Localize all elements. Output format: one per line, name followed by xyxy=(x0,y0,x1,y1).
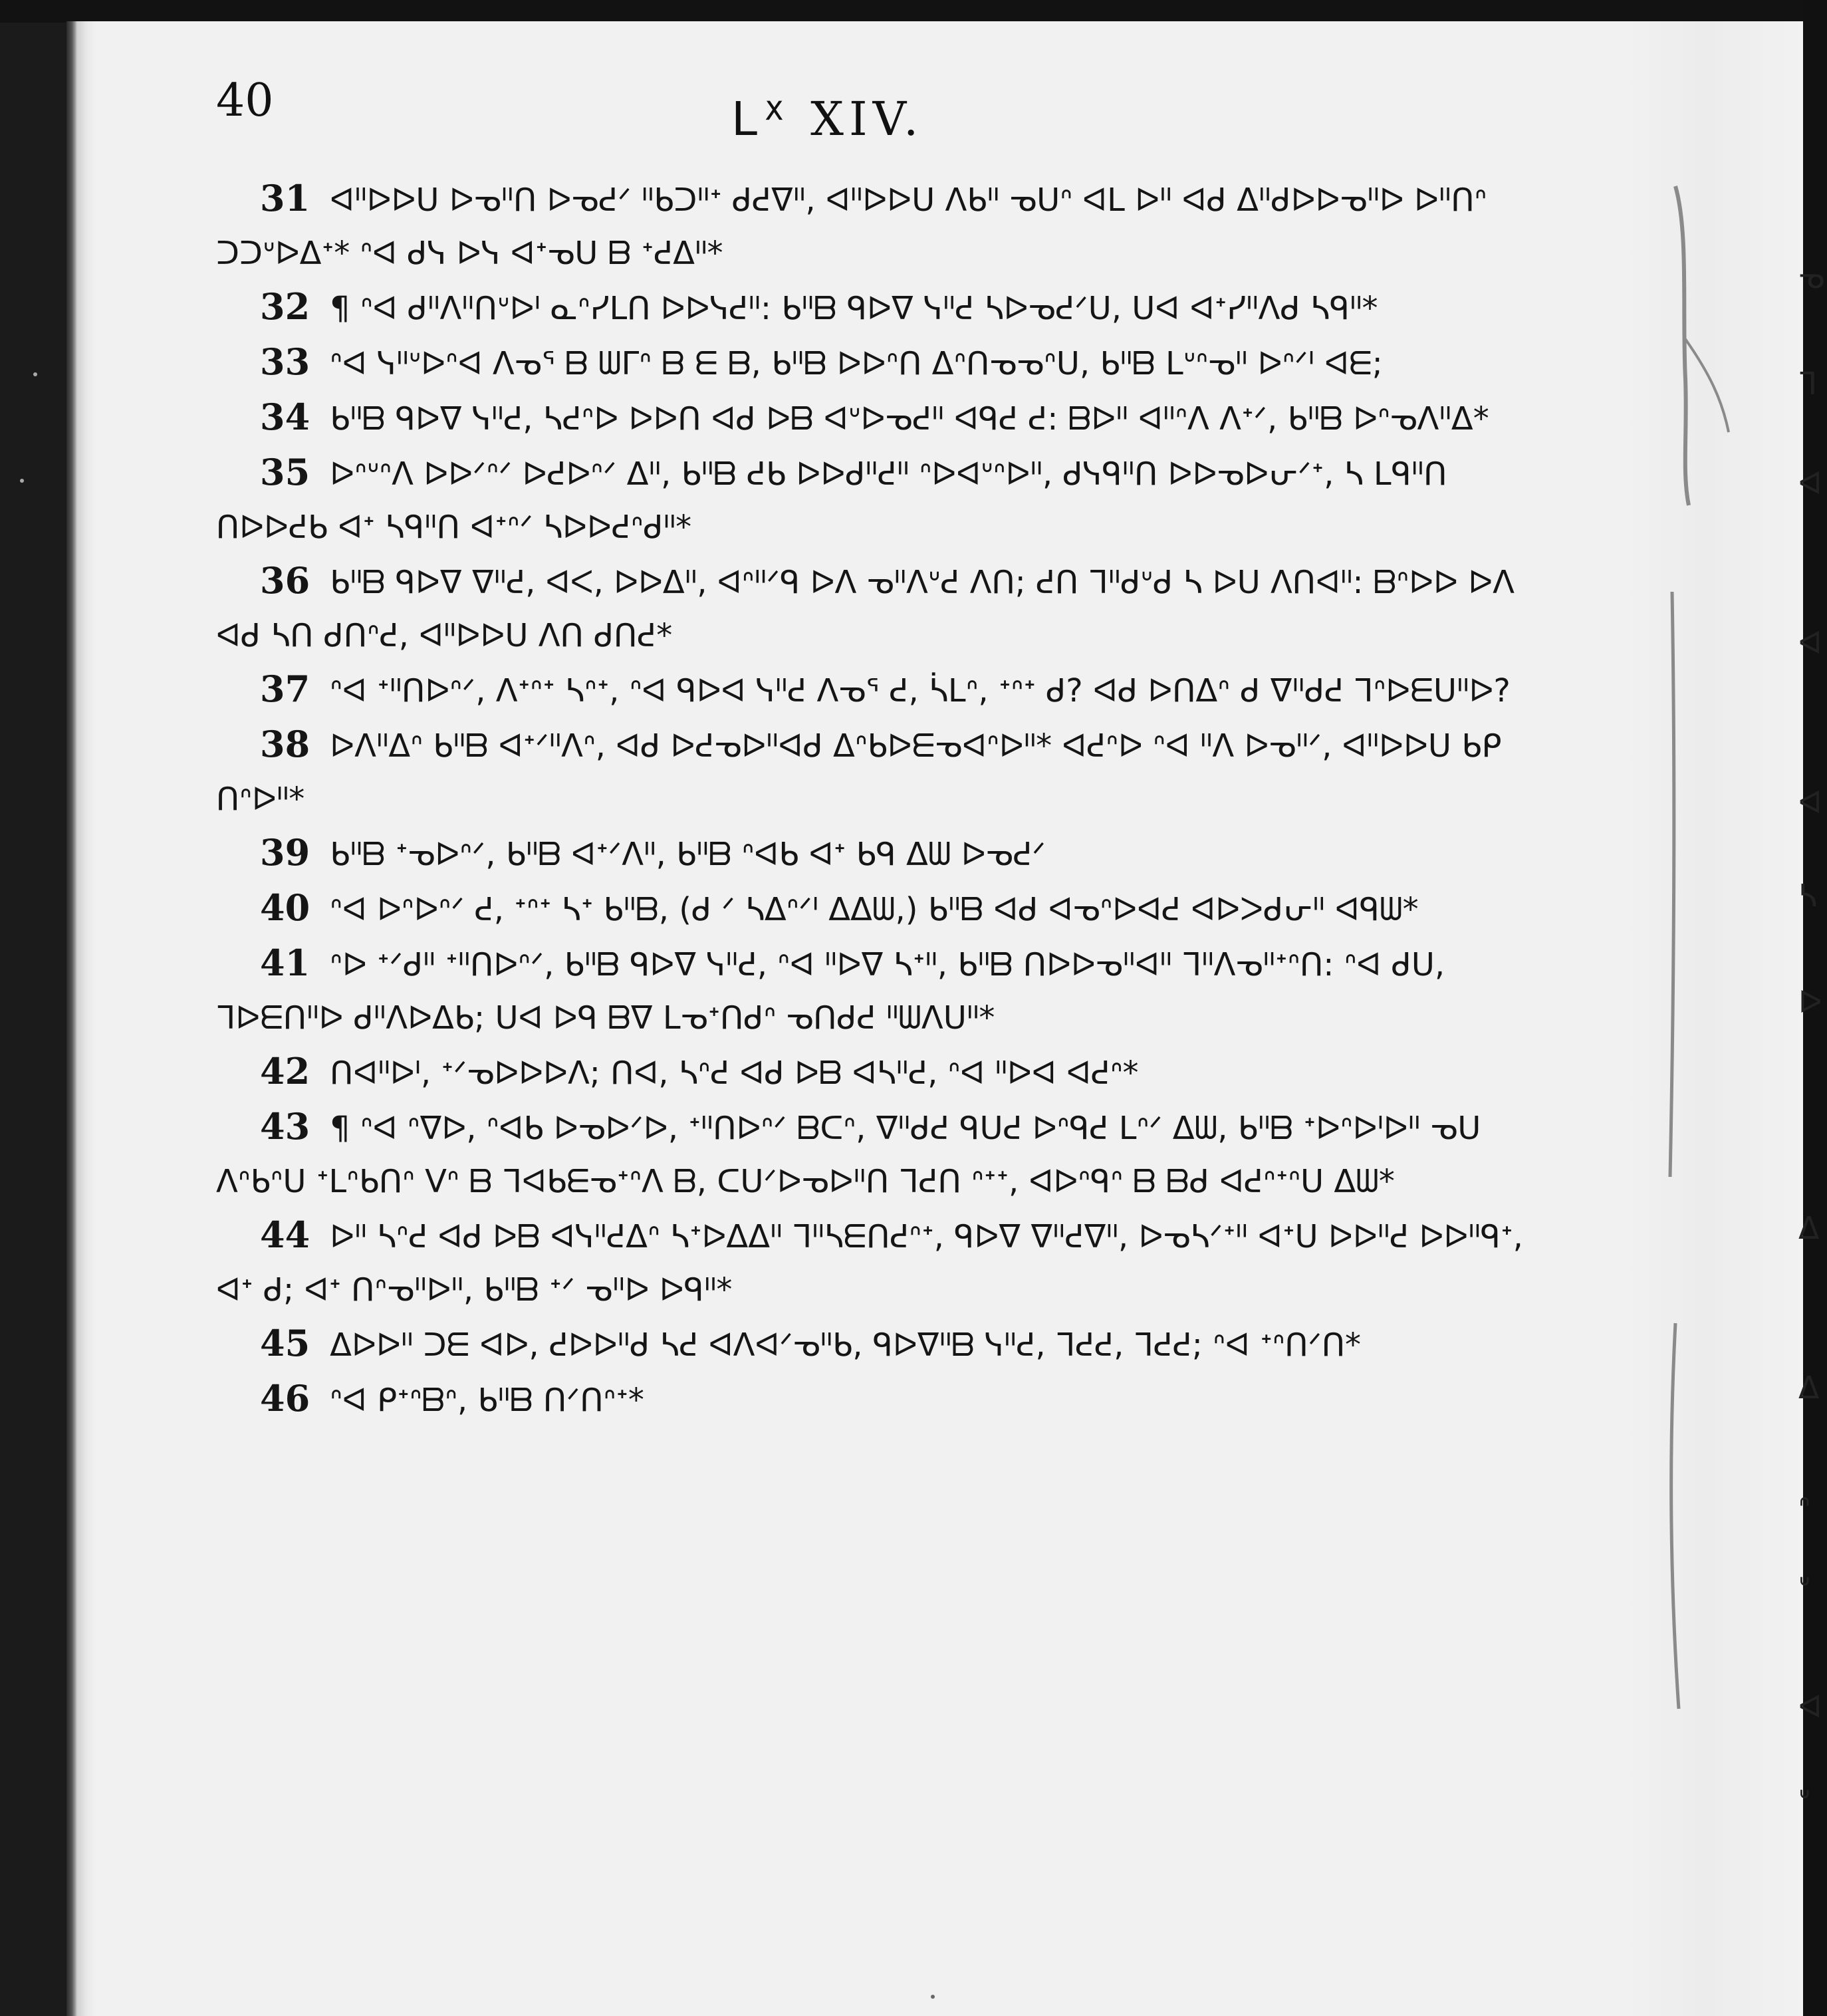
page-fore-edge xyxy=(66,21,96,2016)
pencil-margin-line-bottom xyxy=(1655,1317,1695,1715)
verse-number: 34 xyxy=(260,396,310,438)
verse-text: ¶ ᐢᐊ ᑯᐦᐱᐦᑎᐡᐅᑊ ᓇᐢᓯᒪᑎ ᐅᐅᓭᕍᐦ: ᑲᐦᗷ ᑫᐅᐁ ᓭᐦᕍ ᓴᐅᓀᕍᐟᑌ, ᑌᐊ ᐊᐩᓯᐦᐱᑯ ᓴᑫᐦ* xyxy=(330,290,1378,327)
facing-page-glyph: ᐃ xyxy=(1798,1210,1820,1246)
verse-text: ¶ ᐢᐊ ᐢᐁᐅ, ᐢᐊᑲ ᐅᓀᐅᐟᐅ, ᐩᐦᑎᐅᐢᐟ ᗷᑕᐢ, ᐁᐦᑯᕍ ᑫᑌᕍ ᐅᐢᑫᕍ ᒪᐢᐟ ᐃᗯ, ᑲᐦᗷ ᐩᐅᐢᐅᑊᐅᐦ ᓀᑌ ᐱᐢᑲᐢᑌ ᐩᒪᐢᑲᑎᐢ ᐯᐢ ᗷ ᒣᐊᑲᗴᓀᐩᐢᐱ ᗷ, ᑕᑌᐟᐅᓀᐅᐦᑎ ᒣᕍᑎ ᐢᐩᐩ, ᐊᐅᐢᑫᐢ ᗷ ᗷᑯ ᐊᕍᐢᐩᐢᑌ ᐃᗯ* xyxy=(216,1110,1481,1200)
verse-number: 46 xyxy=(260,1377,310,1420)
verse-number: 43 xyxy=(260,1105,310,1148)
verse-text: ᐢᐊ ᐩᐦᑎᐅᐢᐟ, ᐱᐩᐢᐩ ᓴᐢᐩ, ᐢᐊ ᑫᐅᐊ ᓭᐦᕍ ᐱᓀᕐ ᕍ, ᓵᒪᐢ, ᐩᐢᐩ ᑯ? ᐊᑯ ᐅᑎᐃᐢ ᑯ ᐁᐦᑯᕍ ᒣᐢᐅᗴᑌᐦᐅ? xyxy=(330,672,1511,709)
verse xyxy=(216,1045,1546,1100)
verse-number: 31 xyxy=(260,177,310,219)
verse-text: ᐢᐊ ᓭᐦᐡᐅᐢᐊ ᐱᓀᕐ ᗷ ᗯᒥᐢ ᗷ ᗴ ᗷ, ᑲᐦᗷ ᐅᐅᐢᑎ ᐃᐢᑎᓀᓀᐢᑌ, ᑲᐦᗷ ᒪᐡᐢᓀᐦ ᐅᐢᐟᑊ ᐊᗴ; xyxy=(330,345,1383,382)
pencil-margin-line-top xyxy=(1662,180,1742,512)
dust-speck xyxy=(33,372,37,376)
facing-page-glyph: ᐊ xyxy=(1798,785,1822,820)
verse-text: ᑲᐦᗷ ᐩᓀᐅᐢᐟ, ᑲᐦᗷ ᐊᐩᐟᐱᐦ, ᑲᐦᗷ ᐢᐊᑲ ᐊᐩ ᑲᑫ ᐃᗯ ᐅᓀᕍᐟ xyxy=(330,836,1046,873)
facing-page-glyph: ᐢ xyxy=(1798,1489,1810,1525)
facing-page-glyph: ᐊ xyxy=(1798,625,1822,661)
verse-number: 41 xyxy=(260,942,310,984)
verse-number: 39 xyxy=(260,831,310,874)
verse-text: ᐢᐊ ᐅᐢᐅᐢᐟ ᕍ, ᐩᐢᐩ ᓴᐩ ᑲᐦᗷ, (ᑯ ᐟ ᓴᐃᐢᐟᑊ ᐃᐃᗯ,) ᑲᐦᗷ ᐊᑯ ᐊᓀᐢᐅᐊᕍ ᐊᐅᐳᑯᕂᐦ ᐊᑫᗯ* xyxy=(330,891,1419,928)
verse-number: 36 xyxy=(260,559,310,602)
verse xyxy=(216,445,1546,554)
verse xyxy=(216,1100,1546,1208)
facing-page-glyph: ᐡ xyxy=(1798,1569,1810,1605)
verse xyxy=(216,1372,1546,1427)
verse xyxy=(216,280,1546,335)
facing-page-glyph: ᓀ xyxy=(1798,259,1825,295)
verse xyxy=(216,335,1546,390)
verse xyxy=(216,172,1546,280)
verse-number: 38 xyxy=(260,723,310,765)
page-number: 40 xyxy=(216,74,274,127)
dust-speck xyxy=(20,479,24,483)
verse-number: 33 xyxy=(260,340,310,383)
verse-text: ᑲᐦᗷ ᑫᐅᐁ ᐁᐦᕍ, ᐊᐸ, ᐅᐅᐃᐦ, ᐊᐢᐦᐟᑫ ᐅᐱ ᓀᐦᐱᐡᕍ ᐱᑎ; ᕍᑎ ᒣᐦᑯᐡᑯ ᓴ ᐅᑌ ᐱᑎᐊᐦ: ᗷᐢᐅᐅ ᐅᐱ ᐊᑯ ᓴᑎ ᑯᑎᐢᕍ, ᐊᐦᐅᐅᑌ ᐱᑎ ᑯᑎᕍ* xyxy=(216,564,1515,654)
facing-page-glyph: ᐃ xyxy=(1798,1370,1820,1406)
verse-list xyxy=(216,172,1546,1427)
verse xyxy=(216,390,1546,445)
running-head: ᒪᕽ XIV. xyxy=(731,92,924,146)
verse-text: ᐢᐊ ᑭᐩᐢᗷᐢ, ᑲᐦᗷ ᑎᐟᑎᐢᐩ* xyxy=(330,1382,644,1419)
verse xyxy=(216,1317,1546,1372)
verse xyxy=(216,554,1546,662)
facing-page-glyph: ᒣ xyxy=(1798,366,1818,402)
verse xyxy=(216,936,1546,1045)
verse-text: ᐢᐅ ᐩᐟᑯᐦ ᐩᐦᑎᐅᐢᐟ, ᑲᐦᗷ ᑫᐅᐁ ᓭᐦᕍ, ᐢᐊ ᐦᐅᐁ ᓴᐩᐦ, ᑲᐦᗷ ᑎᐅᐅᓀᐦᐊᐦ ᒣᐦᐱᓀᐦᐩᐢᑎ: ᐢᐊ ᑯᑌ, ᒣᐅᗴᑎᐦᐅ ᑯᐦᐱᐅᐃᑲ; ᑌᐊ ᐅᑫ ᗷᐁ ᒪᓀᐩᑎᑯᐢ ᓀᑎᑯᕍ ᐦᗯᐱᑌᐦ* xyxy=(216,946,1445,1037)
verse-text: ᐅᐦ ᓴᐢᕍ ᐊᑯ ᐅᗷ ᐊᓭᐦᕍᐃᐢ ᓴᐩᐅᐃᐃᐦ ᒣᐦᓴᗴᑎᕍᐢᐩ, ᑫᐅᐁ ᐁᐦᕍᐁᐦ, ᐅᓀᓴᐟᐩᐦ ᐊᐩᑌ ᐅᐅᐦᕍ ᐅᐅᐦᑫᐩ, ᐊᐩ ᑯ; ᐊᐩ ᑎᐢᓀᐦᐅᐦ, ᑲᐦᗷ ᐩᐟ ᓀᐦᐅ ᐅᑫᐦ* xyxy=(216,1218,1523,1309)
verse xyxy=(216,826,1546,881)
verse-text: ᐃᐅᐅᐦ ᑐᗴ ᐊᐅ, ᕍᐅᐅᐦᑯ ᓴᕍ ᐊᐱᐊᐟᓀᐦᑲ, ᑫᐅᐁᐦᗷ ᓭᐦᕍ, ᒣᕍᕍ, ᒣᕍᕍ; ᐢᐊ ᐩᐢᑎᐟᑎ* xyxy=(330,1326,1362,1364)
verse xyxy=(216,717,1546,826)
verse-text: ᑎᐊᐦᐅᑊ, ᐩᐟᓀᐅᐅᐅᐱ; ᑎᐊ, ᓴᐢᕍ ᐊᑯ ᐅᗷ ᐊᓴᐦᕍ, ᐢᐊ ᐦᐅᐊ ᐊᕍᐢ* xyxy=(330,1055,1139,1092)
scan-top-border xyxy=(0,0,1827,23)
facing-page-glyph: ᐊ xyxy=(1798,465,1822,501)
verse-number: 44 xyxy=(260,1213,310,1256)
facing-page-glyph: ᐡ xyxy=(1798,1782,1810,1818)
verse-number: 45 xyxy=(260,1322,310,1364)
verse-number: 42 xyxy=(260,1050,310,1092)
pencil-margin-line-middle xyxy=(1655,585,1695,1184)
dust-speck xyxy=(931,1995,935,1999)
verse-number: 32 xyxy=(260,285,310,328)
verse xyxy=(216,662,1546,717)
verse-number: 35 xyxy=(260,451,310,493)
verse-text: ᐊᐦᐅᐅᑌ ᐅᓀᐦᑎ ᐅᓀᕍᐟ ᐦᑲᑐᐦᐩ ᑯᕍᐁᐦ, ᐊᐦᐅᐅᑌ ᐱᑲᐦ ᓀᑌᐢ ᐊᒪ ᐅᐦ ᐊᑯ ᐃᐦᑯᐅᐅᓀᐦᐅ ᐅᐦᑎᐢ ᑐᑐᐡᐅᐃᐩ* ᐢᐊ ᑯᓭ ᐅᓭ ᐊᐩᓀᑌ ᗷ ᐩᕍᐃᐦ* xyxy=(216,182,1487,272)
verse-number: 37 xyxy=(260,668,310,710)
verse-number: 40 xyxy=(260,886,310,929)
facing-page-glyph: ᐊ xyxy=(1798,1689,1822,1725)
facing-page-glyph: ᓴ xyxy=(1798,878,1817,914)
verse xyxy=(216,1208,1546,1317)
verse-text: ᐅᐢᐡᐢᐱ ᐅᐅᐟᐢᐟ ᐅᕍᐅᐢᐟ ᐃᐦ, ᑲᐦᗷ ᕍᑲ ᐅᐅᑯᐦᕍᐦ ᐢᐅᐊᐡᐢᐅᐦ, ᑯᓭᑫᐦᑎ ᐅᐅᓀᐅᕂᐟᐩ, ᓴ ᒪᑫᐦᑎ ᑎᐅᐅᕍᑲ ᐊᐩ ᓴᑫᐦᑎ ᐊᐩᐢᐟ ᓴᐅᐅᕍᐢᑯᐦ* xyxy=(216,455,1447,546)
facing-page-glyph: ᐅ xyxy=(1798,984,1822,1020)
verse-text: ᐅᐱᐦᐃᐢ ᑲᐦᗷ ᐊᐩᐟᐦᐱᐢ, ᐊᑯ ᐅᕍᓀᐅᐦᐊᑯ ᐃᐢᑲᐅᗴᓀᐊᐢᐅᐦ* ᐊᕍᐢᐅ ᐢᐊ ᐦᐱ ᐅᓀᐦᐟ, ᐊᐦᐅᐅᑌ ᑲᑭ ᑎᐢᐅᐦ* xyxy=(216,727,1502,818)
verse xyxy=(216,881,1546,936)
verse-text: ᑲᐦᗷ ᑫᐅᐁ ᓭᐦᕍ, ᓴᕍᐢᐅ ᐅᐅᑎ ᐊᑯ ᐅᗷ ᐊᐡᐅᓀᕍᐦ ᐊᑫᕍ ᕍ: ᗷᐅᐦ ᐊᐦᐢᐱ ᐱᐩᐟ, ᑲᐦᗷ ᐅᐢᓀᐱᐦᐃ* xyxy=(330,400,1489,438)
